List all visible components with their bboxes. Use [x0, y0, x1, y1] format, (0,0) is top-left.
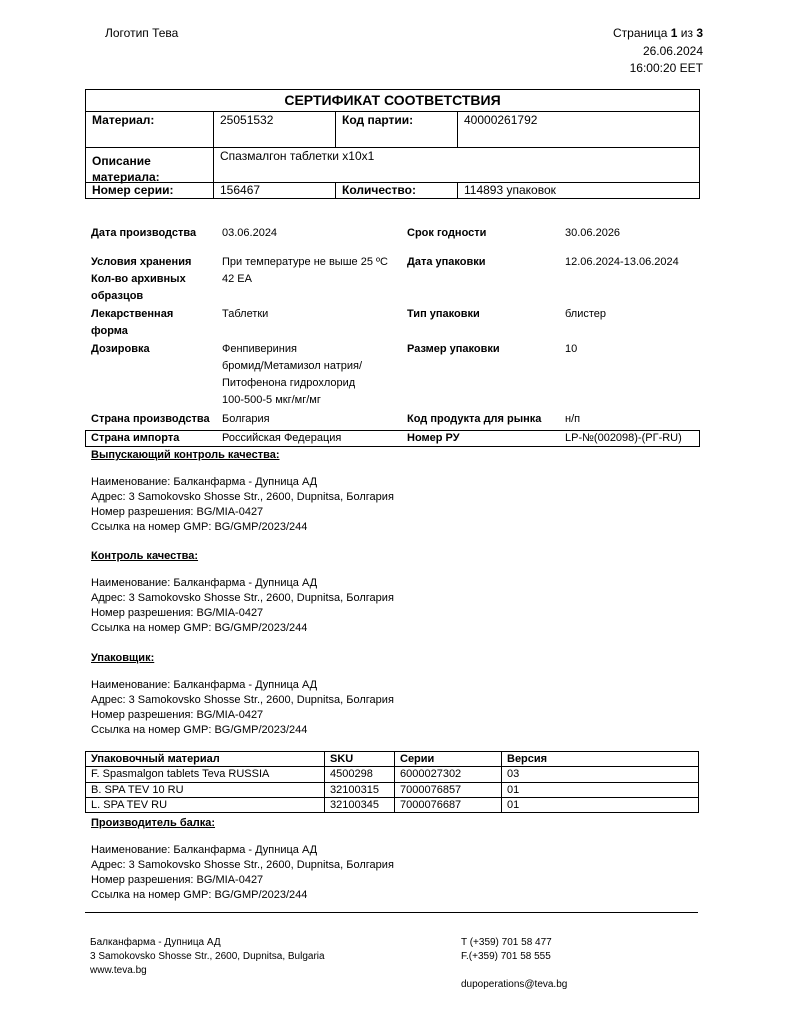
table-cell-material: L. SPA TEV RU: [86, 797, 325, 812]
release-qc-heading: Выпускающий контроль качества:: [91, 449, 280, 461]
storage-value: При температуре не выше 25 ºС: [222, 256, 388, 268]
packer-gmp: Ссылка на номер GMP: BG/GMP/2023/244: [91, 724, 308, 736]
serial-value: 156467: [213, 183, 335, 198]
certificate-box: [85, 89, 700, 199]
table-cell-series: 7000076857: [395, 782, 502, 797]
table-row: [86, 767, 699, 782]
qc-gmp: Ссылка на номер GMP: BG/GMP/2023/244: [91, 622, 308, 634]
country-prod-value: Болгария: [222, 413, 270, 425]
serial-row: [86, 183, 699, 198]
country-import-value: Российская Федерация: [222, 432, 342, 444]
description-row: [86, 148, 699, 183]
footer-divider: [85, 912, 698, 913]
page-current: 1: [670, 26, 678, 40]
packaging-table: [85, 751, 699, 813]
expiry-value: 30.06.2026: [565, 227, 621, 239]
footer-address: 3 Samokovsko Shosse Str., 2600, Dupnitsa, Bulgaria: [90, 951, 325, 962]
bulk-maker-address: Адрес: 3 Samokovsko Shosse Str., 2600, Dupnitsa, Болгария: [91, 859, 394, 871]
release-qc-gmp: Ссылка на номер GMP: BG/GMP/2023/244: [91, 521, 308, 533]
table-cell-sku: 32100345: [325, 797, 395, 812]
footer-right: [461, 936, 567, 992]
table-cell-material: F. Spasmalgon tablets Teva RUSSIA: [86, 767, 325, 782]
qc-name: Наименование: Балканфарма - Дупница АД: [91, 577, 318, 589]
pack-type-value: блистер: [565, 308, 607, 320]
pack-size-value: 10: [565, 343, 578, 355]
dosage-line-2: бромид/Метамизол натрия/: [222, 360, 363, 372]
table-cell-material: B. SPA TEV 10 RU: [86, 782, 325, 797]
storage-label: Условия хранения: [91, 256, 192, 268]
release-qc-permit: Номер разрешения: BG/MIA-0427: [91, 506, 264, 518]
print-date: 26.06.2024: [642, 44, 703, 58]
table-header-row: [86, 752, 699, 767]
dosage-line-4: 100-500-5 мкг/мг/мг: [222, 394, 321, 406]
expiry-label: Срок годности: [407, 227, 487, 239]
market-code-label: Код продукта для рынка: [407, 413, 542, 425]
bulk-maker-permit: Номер разрешения: BG/MIA-0427: [91, 874, 264, 886]
table-header-material: Упаковочный материал: [86, 752, 325, 767]
description-label: Описание материала:: [92, 154, 160, 184]
qc-body: [91, 576, 394, 636]
table-cell-version: 01: [502, 797, 699, 812]
serial-label: Номер серии:: [92, 183, 174, 197]
footer-spacer: [461, 964, 567, 978]
form-label-2: форма: [91, 325, 128, 337]
bulk-maker-heading: Производитель балка:: [91, 817, 216, 829]
packer-permit: Номер разрешения: BG/MIA-0427: [91, 709, 264, 721]
pack-type-label: Тип упаковки: [407, 308, 480, 320]
bulk-maker-name: Наименование: Балканфарма - Дупница АД: [91, 844, 318, 856]
qc-address: Адрес: 3 Samokovsko Shosse Str., 2600, Dupnitsa, Болгария: [91, 592, 394, 604]
material-value: 25051532: [213, 112, 335, 147]
page-number: [613, 26, 703, 42]
packer-heading: Упаковщик:: [91, 652, 155, 664]
print-time: 16:00:20 EET: [629, 61, 703, 75]
country-import-label: Страна импорта: [91, 432, 180, 444]
pack-size-label: Размер упаковки: [407, 343, 500, 355]
logo-placeholder: Логотип Тева: [105, 26, 179, 40]
pack-date-label: Дата упаковки: [407, 256, 486, 268]
release-qc-name: Наименование: Балканфарма - Дупница АД: [91, 476, 318, 488]
table-header-series: Серии: [395, 752, 502, 767]
page-total: 3: [696, 26, 703, 40]
bulk-maker-body: [91, 843, 394, 903]
table-cell-version: 01: [502, 782, 699, 797]
page-mid: из: [677, 26, 697, 40]
table-cell-sku: 4500298: [325, 767, 395, 782]
footer-company: Балканфарма - Дупница АД: [90, 937, 221, 948]
footer-phone: T (+359) 701 58 477: [461, 937, 552, 948]
material-row: [86, 112, 699, 148]
archive-label-2: образцов: [91, 290, 144, 302]
prod-date-value: 03.06.2024: [222, 227, 278, 239]
table-row: [86, 782, 699, 797]
dosage-label: Дозировка: [91, 343, 150, 355]
release-qc-address: Адрес: 3 Samokovsko Shosse Str., 2600, Dupnitsa, Болгария: [91, 491, 394, 503]
form-label-1: Лекарственная: [91, 308, 174, 320]
table-cell-series: 7000076687: [395, 797, 502, 812]
table-header-sku: SKU: [325, 752, 395, 767]
pack-date-value: 12.06.2024-13.06.2024: [565, 256, 679, 268]
market-code-value: н/п: [565, 413, 581, 425]
batch-label: Код партии:: [335, 112, 457, 147]
footer-web: www.teva.bg: [90, 965, 147, 976]
quantity-value: 114893 упаковок: [457, 183, 699, 198]
packer-address: Адрес: 3 Samokovsko Shosse Str., 2600, Dupnitsa, Болгария: [91, 694, 394, 706]
archive-value: 42 EA: [222, 273, 252, 285]
table-cell-sku: 32100315: [325, 782, 395, 797]
country-prod-label: Страна производства: [91, 413, 210, 425]
table-header-version: Версия: [502, 752, 699, 767]
bulk-maker-gmp: Ссылка на номер GMP: BG/GMP/2023/244: [91, 889, 308, 901]
dosage-line-3: Питофенона гидрохлорид: [222, 377, 356, 389]
table-cell-series: 6000027302: [395, 767, 502, 782]
footer-email: dupoperations@teva.bg: [461, 979, 568, 990]
form-value: Таблетки: [222, 308, 269, 320]
dosage-line-1: Фенпивериния: [222, 343, 297, 355]
packer-body: [91, 678, 394, 738]
archive-label-1: Кол-во архивных: [91, 273, 186, 285]
quantity-label: Количество:: [335, 183, 457, 198]
page-prefix: Страница: [613, 26, 671, 40]
packer-name: Наименование: Балканфарма - Дупница АД: [91, 679, 318, 691]
qc-permit: Номер разрешения: BG/MIA-0427: [91, 607, 264, 619]
description-value: Спазмалгон таблетки x10x1: [213, 148, 699, 182]
table-cell-version: 03: [502, 767, 699, 782]
table-row: [86, 797, 699, 812]
batch-value: 40000261792: [457, 112, 699, 147]
ru-number-label: Номер РУ: [407, 432, 460, 444]
footer-left: [90, 936, 325, 978]
prod-date-label: Дата производства: [91, 227, 197, 239]
material-label: Материал:: [92, 113, 155, 127]
certificate-title: СЕРТИФИКАТ СООТВЕТСТВИЯ: [86, 90, 699, 112]
footer-fax: F.(+359) 701 58 555: [461, 951, 551, 962]
release-qc-body: [91, 475, 394, 535]
ru-number-value: LP-№(002098)-(РГ-RU): [565, 432, 682, 444]
qc-heading: Контроль качества:: [91, 550, 199, 562]
